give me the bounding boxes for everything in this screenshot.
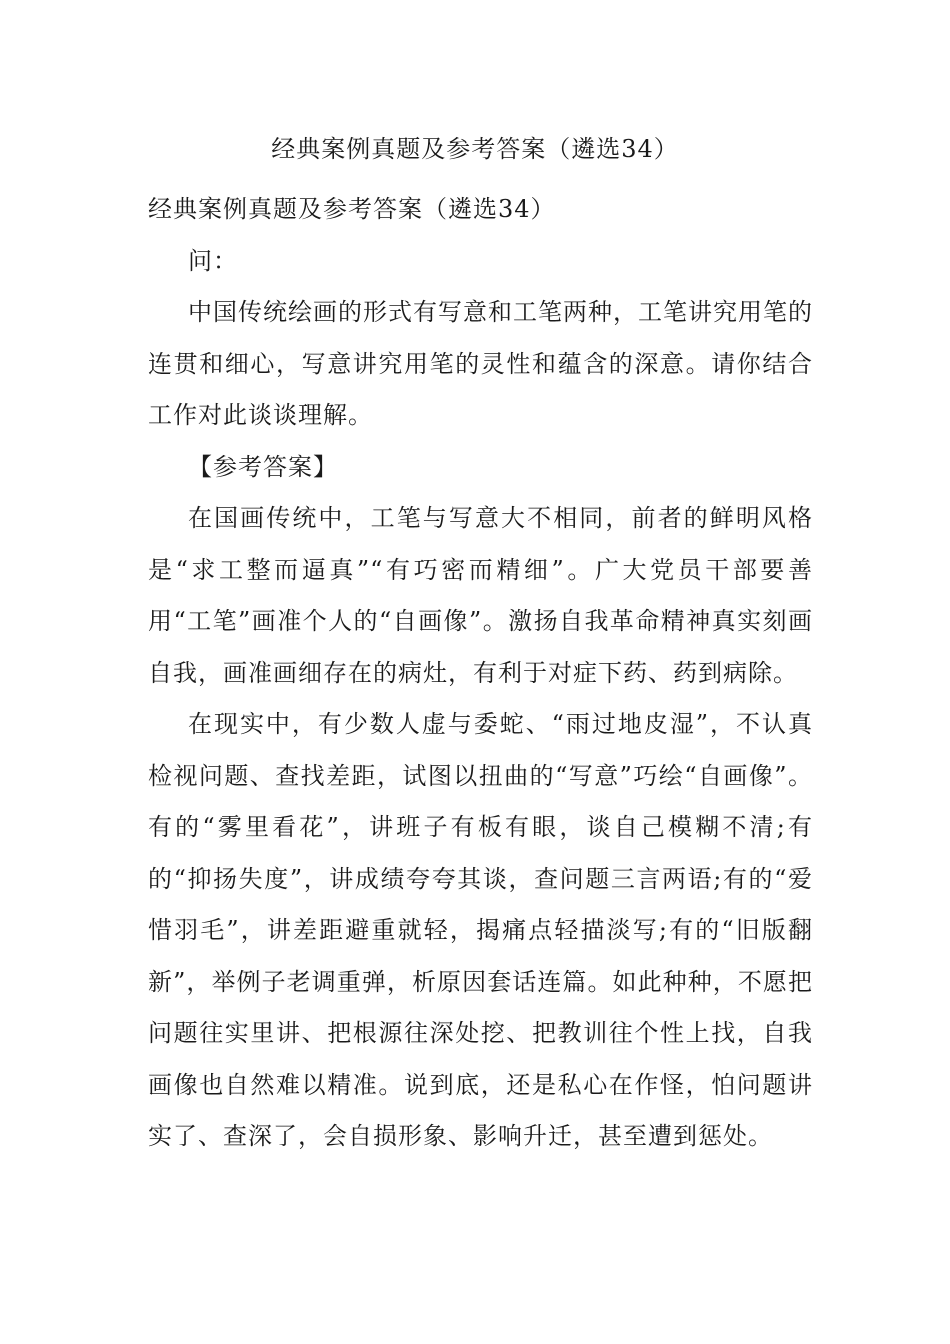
answer-paragraph-2: 在现实中，有少数人虚与委蛇、“雨过地皮湿”，不认真检视问题、查找差距，试图以扭曲的“写意”巧绘“自画像”。有的“雾里看花”，讲班子有板有眼，谈自己模糊不清;有的“抑扬失度”，讲成绩夸夸其谈，查问题三言两语;有的“爱惜羽毛”，讲差距避重就轻，揭痛点轻描淡写;有的“旧版翻新”，举例子老调重弹，析原因套话连篇。如此种种，不愿把问题往实里讲、把根源往深处挖、把教训往个性上找，自我画像也自然难以精准。说到底，还是私心在作怪，怕问题讲实了、查深了，会自损形象、影响升迁，甚至遭到惩处。 xyxy=(148,710,813,1150)
document-subtitle: 经典案例真题及参考答案（遴选34） xyxy=(148,195,556,223)
document-body xyxy=(148,184,813,1163)
question-paragraph: 中国传统绘画的形式有写意和工笔两种，工笔讲究用笔的连贯和细心，写意讲究用笔的灵性和蕴含的深意。请你结合工作对此谈谈理解。 xyxy=(148,298,813,429)
document-title: 经典案例真题及参考答案（遴选34） xyxy=(271,135,679,163)
answer-label: 【参考答案】 xyxy=(188,452,338,481)
question-label: 问： xyxy=(188,246,238,275)
answer-paragraph-1: 在国画传统中，工笔与写意大不相同，前者的鲜明风格是“求工整而逼真”“有巧密而精细”。广大党员干部要善用“工笔”画准个人的“自画像”。激扬自我革命精神真实刻画自我，画准画细存在的病灶，有利于对症下药、药到病除。 xyxy=(148,504,813,687)
